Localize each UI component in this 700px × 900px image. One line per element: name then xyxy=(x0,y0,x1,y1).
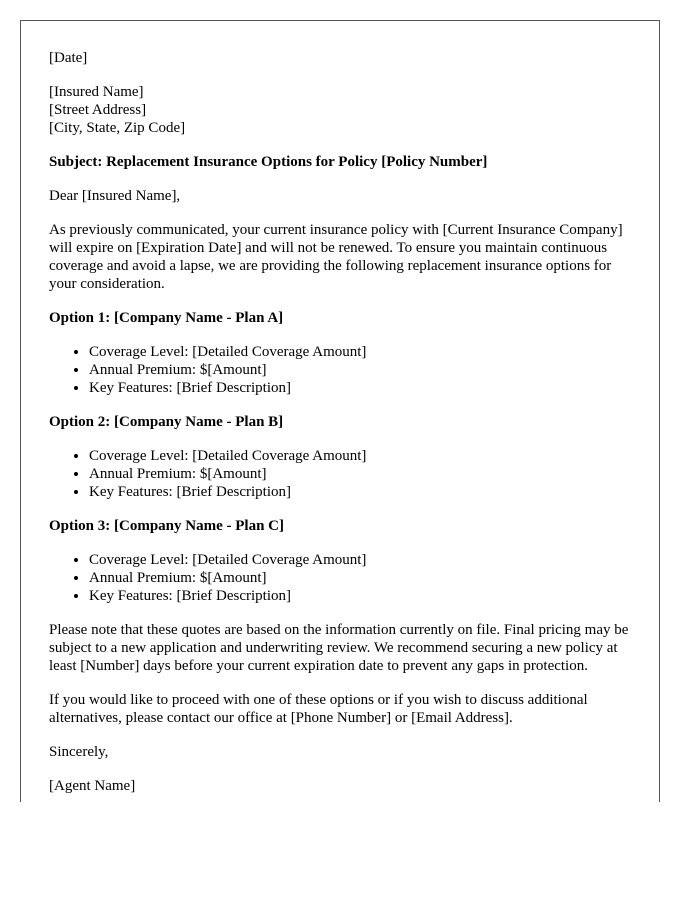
contact-paragraph: If you would like to proceed with one of these options or if you wish to discuss additional alternatives, please contact our office at [Phone Number] or [Email Address]. xyxy=(49,692,588,726)
option-1-list xyxy=(49,343,639,397)
option-3-list xyxy=(49,551,639,605)
letter-page xyxy=(20,20,660,802)
list-item: • Annual Premium: $[Amount] xyxy=(89,361,639,379)
option-3-heading: Option 3: [Company Name - Plan C] xyxy=(49,518,284,534)
letter-subject: Subject: Replacement Insurance Options for Policy [Policy Number] xyxy=(49,154,488,170)
letter-body xyxy=(49,49,639,802)
intro-paragraph: As previously communicated, your current insurance policy with [Current Insurance Company] will expire on [Expiration Date] and will not be renewed. To ensure you maintain continuous coverage and avoid a lapse, we are providing the following replacement insurance options for your consideration. xyxy=(49,222,623,292)
list-item: • Coverage Level: [Detailed Coverage Amount] xyxy=(89,447,639,465)
list-item: • Key Features: [Brief Description] xyxy=(89,379,639,397)
option-2-list xyxy=(49,447,639,501)
recipient-city: [City, State, Zip Code] xyxy=(49,120,186,136)
list-item: • Annual Premium: $[Amount] xyxy=(89,465,639,483)
signature: [Agent Name] xyxy=(49,778,136,794)
list-item: • Key Features: [Brief Description] xyxy=(89,483,639,501)
letter-date: [Date] xyxy=(49,50,88,66)
list-item: • Annual Premium: $[Amount] xyxy=(89,569,639,587)
option-2-heading: Option 2: [Company Name - Plan B] xyxy=(49,414,284,430)
list-item: • Coverage Level: [Detailed Coverage Amount] xyxy=(89,343,639,361)
recipient-street: [Street Address] xyxy=(49,102,147,118)
recipient-name: [Insured Name] xyxy=(49,84,144,100)
recipient-address xyxy=(49,83,639,137)
option-1-heading: Option 1: [Company Name - Plan A] xyxy=(49,310,284,326)
closing: Sincerely, xyxy=(49,744,109,760)
note-paragraph: Please note that these quotes are based on the information currently on file. Final pricing may be subject to a new application and underwriting review. We recommend securing a new policy at least [Number] days before your current expiration date to prevent any gaps in protection. xyxy=(49,622,629,674)
list-item: • Key Features: [Brief Description] xyxy=(89,587,639,605)
list-item: • Coverage Level: [Detailed Coverage Amount] xyxy=(89,551,639,569)
salutation: Dear [Insured Name], xyxy=(49,188,181,204)
